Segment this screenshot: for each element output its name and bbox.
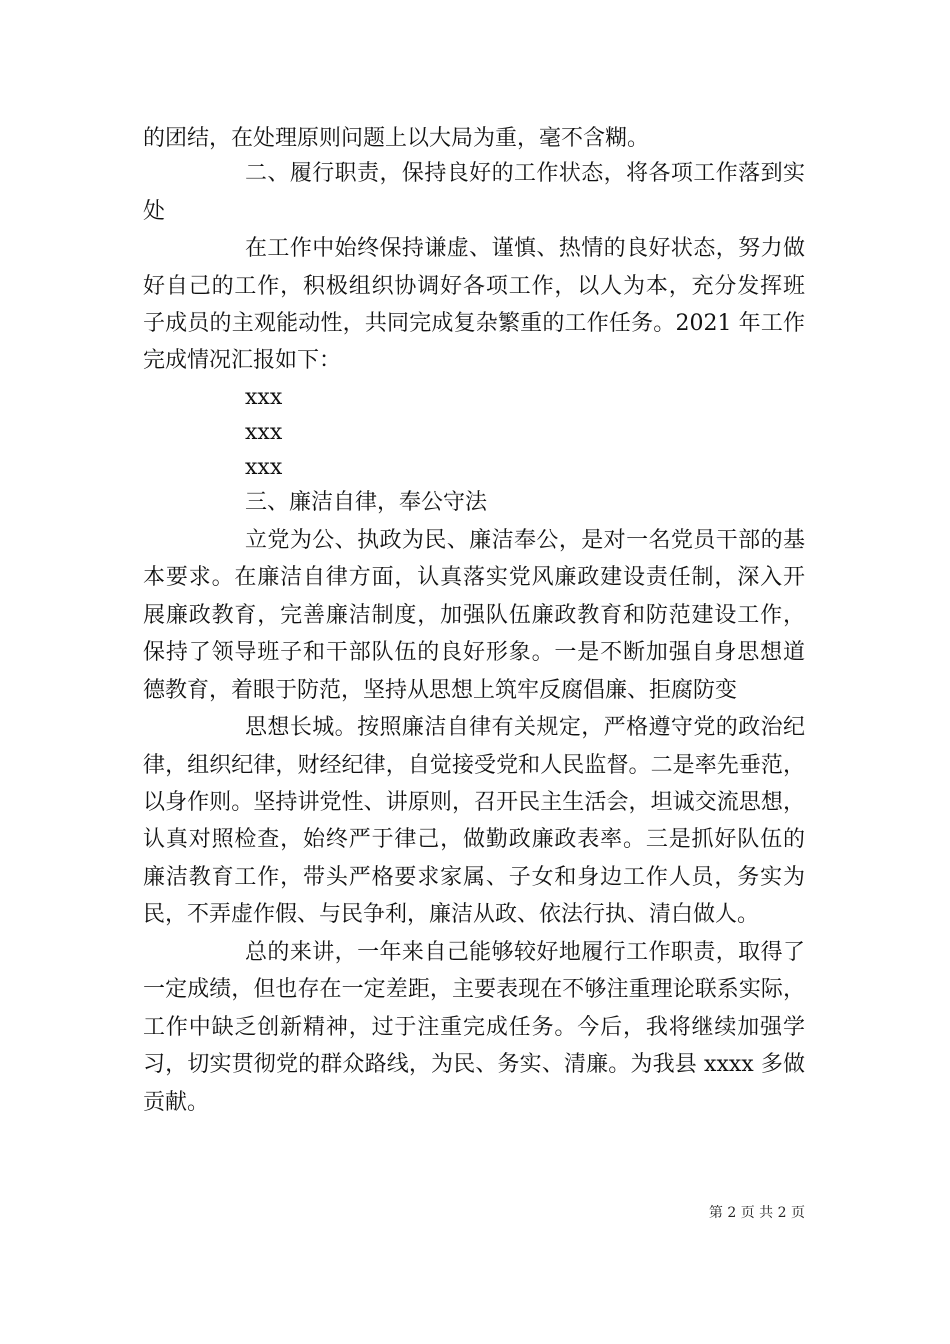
text-line: 一定成绩，但也存在一定差距，主要表现在不够注重理论联系实际， bbox=[143, 977, 805, 1002]
text-line: 三、廉洁自律，奉公守法 bbox=[245, 490, 488, 515]
text-line: 工作中缺乏创新精神，过于注重完成任务。今后，我将继续加强学 bbox=[143, 1015, 805, 1040]
text-line: 德教育，着眼于防范，坚持从思想上筑牢反腐倡廉、拒腐防变 bbox=[143, 678, 738, 703]
text-line: 本要求。在廉洁自律方面，认真落实党风廉政建设责任制，深入开 bbox=[143, 565, 805, 590]
text-line: 立党为公、执政为民、廉洁奉公，是对一名党员干部的基 bbox=[245, 528, 805, 553]
text-line: 好自己的工作，积极组织协调好各项工作，以人为本，充分发挥班 bbox=[143, 274, 805, 299]
text-line: 民，不弄虚作假、与民争利，廉洁从政、依法行执、清白做人。 bbox=[143, 902, 760, 927]
page-number-footer: 第 2 页 共 2 页 bbox=[708, 1205, 805, 1221]
text-line: 的团结，在处理原则问题上以大局为重，毫不含糊。 bbox=[143, 126, 650, 151]
text-line: 在工作中始终保持谦虚、谨慎、热情的良好状态，努力做 bbox=[245, 236, 805, 261]
text-line: 思想长城。按照廉洁自律有关规定，严格遵守党的政治纪 bbox=[245, 715, 805, 740]
text-line: 总的来讲，一年来自己能够较好地履行工作职责，取得了 bbox=[245, 940, 805, 965]
text-line: 以身作则。坚持讲党性、讲原则，召开民主生活会，坦诚交流思想， bbox=[143, 790, 805, 815]
text-line: 廉洁教育工作，带头严格要求家属、子女和身边工作人员，务实为 bbox=[143, 865, 805, 890]
text-line: xxx bbox=[245, 420, 283, 445]
text-line: 处 bbox=[143, 199, 166, 224]
text-line: 认真对照检查，始终严于律己，做勤政廉政表率。三是抓好队伍的 bbox=[143, 827, 805, 852]
text-line: 展廉政教育，完善廉洁制度，加强队伍廉政教育和防范建设工作， bbox=[143, 603, 805, 628]
text-line: xxx bbox=[245, 385, 283, 410]
text-line: 保持了领导班子和干部队伍的良好形象。一是不断加强自身思想道 bbox=[143, 640, 805, 665]
text-line: 贡献。 bbox=[143, 1090, 210, 1115]
text-line: 完成情况汇报如下： bbox=[143, 348, 342, 373]
text-line: 律，组织纪律，财经纪律，自觉接受党和人民监督。二是率先垂范， bbox=[143, 753, 805, 778]
text-line: 子成员的主观能动性，共同完成复杂繁重的工作任务。2021 年工作 bbox=[143, 311, 805, 336]
text-line: 习，切实贯彻党的群众路线，为民、务实、清廉。为我县 xxxx 多做 bbox=[143, 1052, 805, 1077]
text-line: 二、履行职责，保持良好的工作状态，将各项工作落到实 bbox=[245, 161, 805, 186]
text-line: xxx bbox=[245, 455, 283, 480]
